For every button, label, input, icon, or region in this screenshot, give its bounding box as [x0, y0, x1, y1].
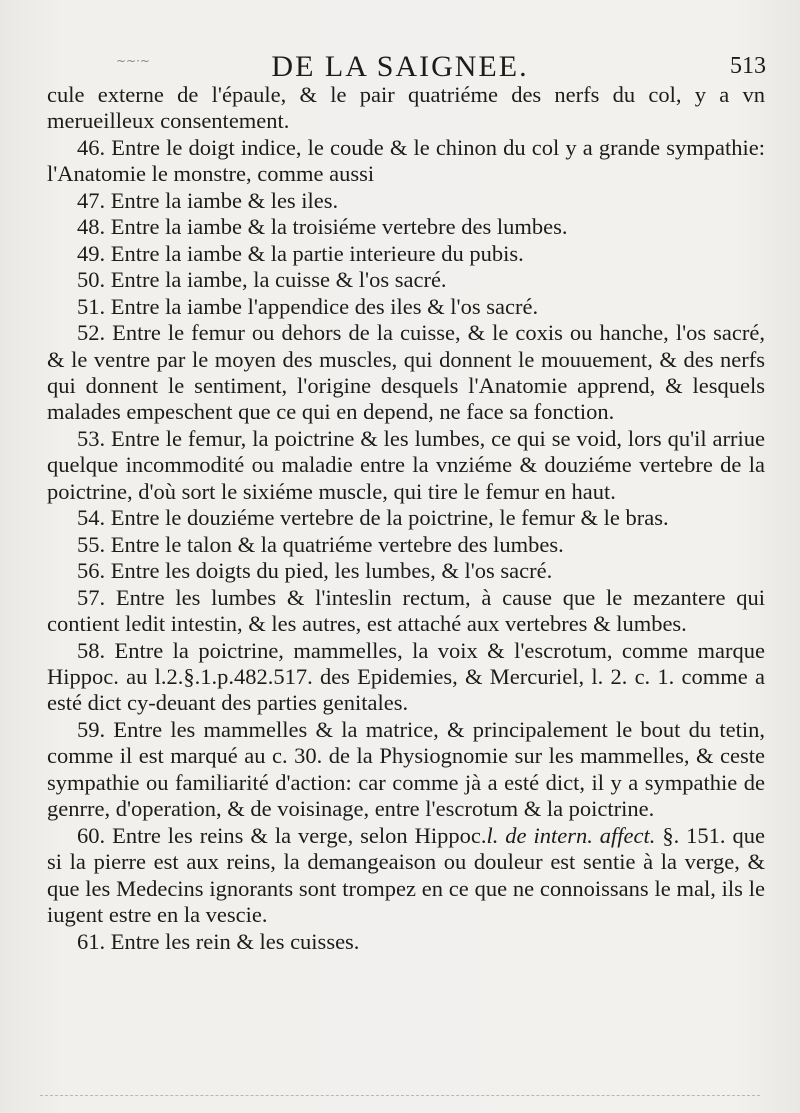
paragraph-number: 58. — [77, 637, 106, 663]
paragraph-text-continued: §. 151. que si la pierre est aux reins, la demangeaison ou douleur est sentie à la verge, & que les Medecins ignorants sont trompez en ce que ne connoissans le mal, ils le iugent estre en la vescie. — [47, 822, 765, 928]
paragraph-46 — [47, 135, 765, 188]
paragraph-61 — [47, 929, 765, 955]
paragraph-number: 57. — [77, 584, 106, 610]
paragraph-52 — [47, 320, 765, 426]
page-number: 513 — [730, 53, 766, 79]
paragraph-number: 53. — [77, 425, 106, 451]
running-title: DE LA SAIGNEE. — [271, 50, 529, 83]
paragraph-57 — [47, 585, 765, 638]
citation-italic: l. de intern. affect. — [486, 822, 656, 848]
paragraph-number: 56. — [77, 558, 106, 584]
paragraph-48 — [47, 214, 765, 240]
paragraph-56 — [47, 558, 765, 584]
paragraph-49 — [47, 241, 765, 267]
paragraph-text: cule externe de l'épaule, & le pair quatriéme des nerfs du col, y a vn merueilleux consentement. — [47, 82, 765, 134]
paragraph-number: 60. — [77, 822, 106, 848]
paragraph-number: 59. — [77, 716, 106, 742]
paragraph-text: Entre le talon & la quatriéme vertebre des lumbes. — [110, 531, 564, 557]
paragraph-58 — [47, 638, 765, 717]
paragraph-text: Entre le douziéme vertebre de la poictrine, le femur & le bras. — [110, 505, 669, 531]
paragraph-number: 49. — [77, 240, 106, 266]
paragraph-number: 46. — [77, 134, 106, 160]
paragraph-number: 54. — [77, 505, 106, 531]
paragraph-number: 48. — [77, 214, 106, 240]
paragraph-number: 61. — [77, 928, 106, 954]
body-text — [47, 82, 765, 955]
paragraph-60 — [47, 823, 765, 929]
paragraph-59 — [47, 717, 765, 823]
paragraph-text: Entre les lumbes & l'inteslin rectum, à cause que le mezantere qui contient ledit intestin, & les autres, est attaché aux vertebres & lumbes. — [47, 584, 766, 637]
paragraph-51 — [47, 294, 765, 320]
paragraph-number: 55. — [77, 531, 106, 557]
paragraph-text: Entre les mammelles & la matrice, & principalement le bout du tetin, comme il est marqué au c. 30. de la Physiognomie sur les mammelles, & ceste sympathie ou familiarité d'action: car comme jà a esté dict, il y a sympathie de genrre, d'operation, & de voisinage, entre l'escrotum & la poictrine. — [47, 716, 765, 822]
running-head — [0, 50, 800, 86]
paragraph-text: Entre le femur ou dehors de la cuisse, & le coxis ou hanche, l'os sacré, & le ventre par le moyen des muscles, qui donnent le mouuement, & des nerfs qui donnent le sentiment, l'origine desquels l'Anatomie apprend, & lesquels malades empeschent que ce qui en depend, ne face sa fonction. — [47, 320, 765, 425]
paragraph-text: Entre la iambe l'appendice des iles & l'os sacré. — [110, 293, 539, 319]
paragraph-text: Entre la iambe & la troisiéme vertebre des lumbes. — [110, 214, 568, 240]
paragraph-text: Entre la iambe, la cuisse & l'os sacré. — [110, 267, 447, 293]
paragraph-text: Entre la iambe & la partie interieure du pubis. — [110, 240, 524, 266]
paragraph-text: Entre la poictrine, mammelles, la voix & l'escrotum, comme marque Hippoc. au l.2.§.1.p.482.517. des Epidemies, & Mercuriel, l. 2. c. 1. comme a esté dict cy-deuant des parties genitales. — [47, 637, 766, 716]
paragraph-54 — [47, 505, 765, 531]
page-bottom-rule — [40, 1095, 760, 1097]
paragraph-text: Entre les doigts du pied, les lumbes, & l'os sacré. — [110, 558, 553, 584]
paragraph-text: Entre les reins & la verge, selon Hippoc. — [112, 822, 487, 848]
printer-ornament: ~~·~ — [116, 54, 150, 68]
paragraph-47 — [47, 188, 765, 214]
paragraph-53 — [47, 426, 765, 505]
paragraph-number: 52. — [77, 320, 106, 346]
paragraph-50 — [47, 267, 765, 293]
paragraph-55 — [47, 532, 765, 558]
paragraph-text: Entre le femur, la poictrine & les lumbes, ce qui se void, lors qu'il arriue quelque incommodité ou maladie entre la vnziéme & douziéme vertebre de la poictrine, d'où sort le sixiéme muscle, qui tire le femur en haut. — [47, 425, 766, 504]
paragraph-text: Entre la iambe & les iles. — [110, 187, 339, 213]
paragraph-number: 51. — [77, 293, 106, 319]
paragraph-text: Entre les rein & les cuisses. — [110, 928, 360, 954]
paragraph-number: 50. — [77, 267, 106, 293]
paragraph-continuation — [47, 82, 765, 135]
paragraph-text: Entre le doigt indice, le coude & le chinon du col y a grande sympathie: l'Anatomie le monstre, comme aussi — [47, 134, 766, 187]
paragraph-number: 47. — [77, 187, 106, 213]
